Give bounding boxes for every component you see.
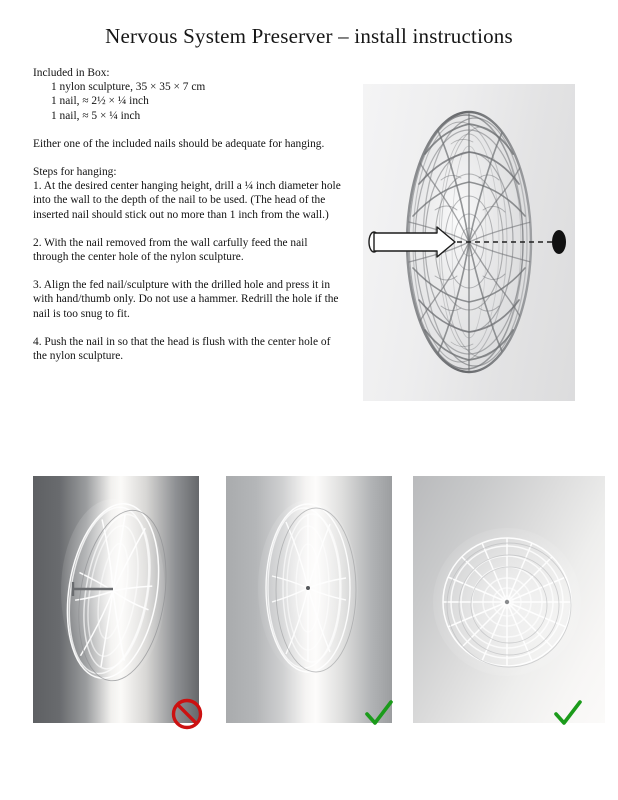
included-in-box-block [33, 66, 345, 123]
prohibited-icon [170, 697, 204, 731]
nail-adequacy-note: Either one of the included nails should be adequate for hanging. [33, 137, 325, 150]
step-item-2: 2. With the nail removed from the wall carfully feed the nail through the center hole of the nylon sculpture. [33, 236, 308, 264]
install-diagram-panel [363, 84, 575, 401]
photo-3-content [413, 476, 605, 723]
steps-heading-block [33, 165, 345, 222]
box-content-item: 1 nylon sculpture, 35 × 35 × 7 cm [51, 81, 206, 94]
photo-flush-mounting-front [413, 476, 605, 723]
flush-nail-head [505, 600, 509, 604]
steps-heading: Steps for hanging: [33, 166, 117, 179]
included-in-box-heading: Included in Box: [33, 67, 110, 79]
photo-2-content [226, 476, 392, 723]
nail-exit-marker [552, 230, 566, 254]
checkmark-icon [362, 697, 396, 731]
status-badge-approved-side [362, 697, 396, 731]
status-badge-not-allowed [170, 697, 204, 731]
photo-1-content [33, 476, 199, 723]
step-item-1: 1. At the desired center hanging height, drill a ¼ inch diameter hole into the wall to the depth of the nail to be used. (The head of the inserted nail should stick out no more than 1 inch from the wall.) [33, 180, 341, 221]
photo-tilted-mounting [33, 476, 199, 723]
flush-nail-head [306, 586, 310, 590]
photo-flush-mounting-side [226, 476, 392, 723]
box-content-item: 1 nail, ≈ 2½ × ¼ inch [51, 95, 149, 108]
status-badge-approved-front [551, 697, 585, 731]
step-item-4: 4. Push the nail in so that the head is flush with the center hole of the nylon sculpture. [33, 335, 331, 363]
box-content-item: 1 nail, ≈ 5 × ¼ inch [51, 109, 141, 122]
sculpture-cross-section-diagram [363, 84, 575, 401]
page-title: Nervous System Preserver – install instructions [105, 24, 513, 48]
checkmark-icon [551, 697, 585, 731]
step-item-3: 3. Align the fed nail/sculpture with the drilled hole and press it in with hand/thumb only. Do not use a hammer. Redrill the hole if the nail is too snug to fit. [33, 279, 339, 320]
instructions-text-column [33, 66, 345, 363]
